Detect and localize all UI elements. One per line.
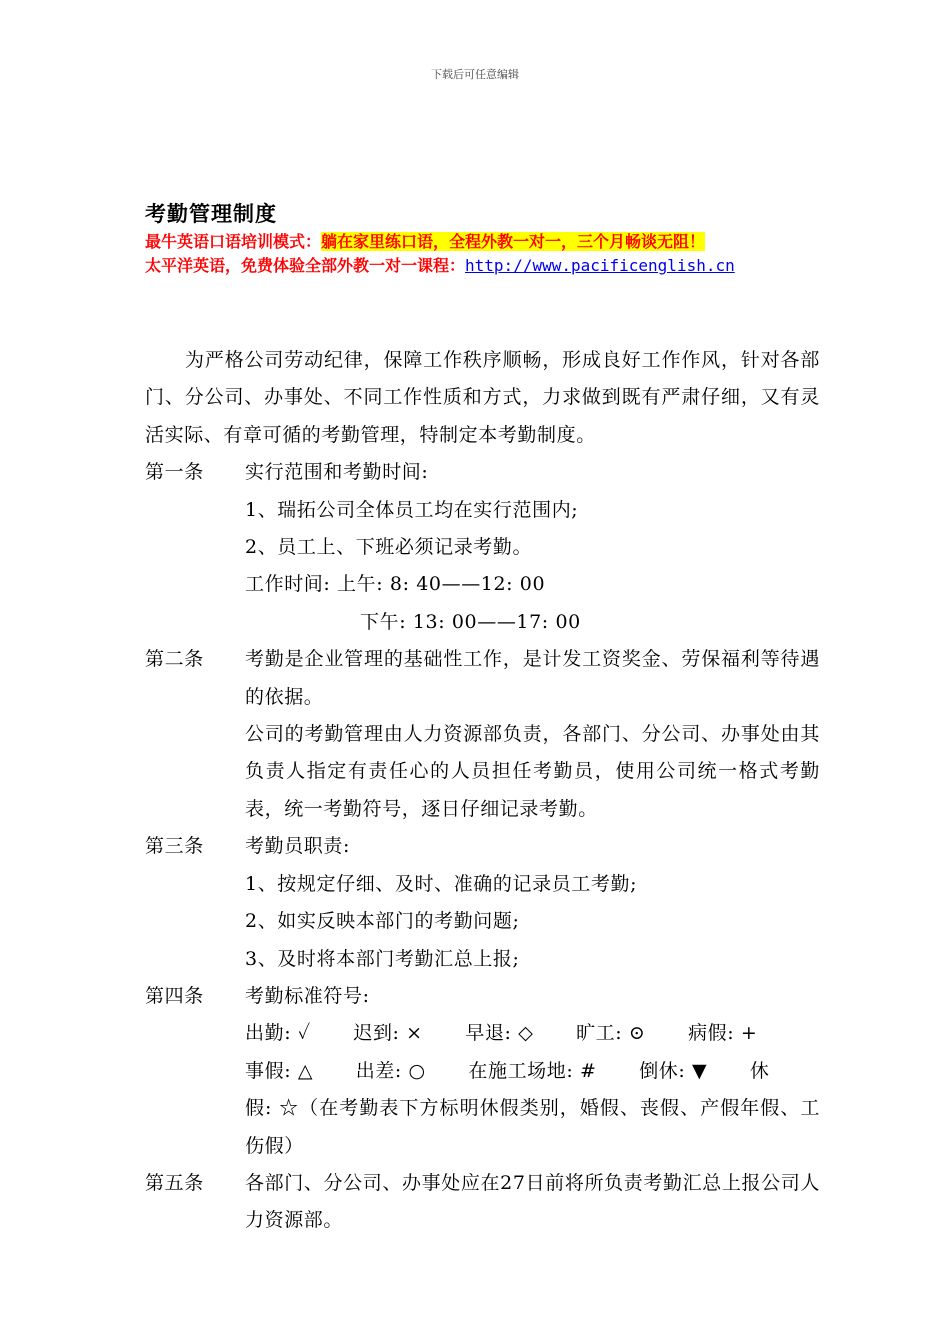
symbol-late: 迟到: ×: [353, 1022, 423, 1045]
symbol-compensatory-leave: 倒休: ▼: [639, 1059, 708, 1082]
header-note: 下载后可任意编辑: [431, 68, 519, 81]
promo-link[interactable]: http://www.pacificenglish.cn: [465, 256, 735, 275]
symbol-business-trip: 出差: ○: [355, 1059, 426, 1082]
article-4-number: 第四条: [145, 984, 204, 1007]
article-4-text: 考勤标准符号:: [245, 984, 370, 1007]
article-3: [145, 828, 820, 865]
article-2-number: 第二条: [145, 648, 204, 671]
symbols-line-2: [145, 1053, 820, 1090]
article-3-number: 第三条: [145, 835, 204, 858]
article-3-item-2: 2、如实反映本部门的考勤问题;: [245, 910, 520, 933]
article-3-text: 考勤员职责:: [245, 835, 351, 858]
article-1-item-1: 1、瑞拓公司全体员工均在实行范围内;: [245, 498, 579, 521]
article-1-afternoon-hours: 下午: 13: 00——17: 00: [360, 610, 581, 633]
symbol-absent: 旷工: ⊙: [576, 1022, 646, 1045]
article-1-item-2: 2、员工上、下班必须记录考勤。: [245, 536, 533, 559]
symbol-vacation-start: 休: [749, 1059, 770, 1082]
article-4: [145, 978, 820, 1015]
article-3-item-1: 1、按规定仔细、及时、准确的记录员工考勤;: [245, 872, 638, 895]
promo-line-1-prefix: 最牛英语口语培训模式：: [145, 232, 322, 251]
symbol-early-leave: 早退: ◇: [465, 1022, 534, 1045]
article-2-text-2: 公司的考勤管理由人力资源部负责，各部门、分公司、办事处由其负责人指定有责任心的人员担任考勤员，使用公司统一格式考勤表，统一考勤符号，逐日仔细记录考勤。: [245, 723, 820, 820]
symbol-on-site: 在施工场地: #: [468, 1059, 597, 1082]
symbols-line-1: [145, 1015, 820, 1052]
symbol-attendance: 出勤: ✓: [245, 1022, 311, 1045]
promo-line-2: [145, 253, 735, 276]
symbols-tail: 假: ☆（在考勤表下方标明休假类别，婚假、丧假、产假年假、工伤假）: [245, 1097, 820, 1157]
article-5-text: 各部门、分公司、办事处应在27日前将所负责考勤汇总上报公司人力资源部。: [245, 1171, 820, 1232]
article-1-text: 实行范围和考勤时间:: [245, 461, 429, 484]
article-1-work-hours: 工作时间: 上午: 8: 40——12: 00: [245, 573, 546, 596]
article-2: [145, 641, 820, 828]
symbol-personal-leave: 事假: △: [245, 1059, 314, 1082]
document-title: 考勤管理制度: [145, 201, 277, 226]
document-body: [145, 342, 820, 1240]
promo-line-1: [145, 229, 705, 252]
article-2-text: 考勤是企业管理的基础性工作，是计发工资奖金、劳保福利等待遇的依据。: [245, 648, 820, 708]
article-5: [145, 1165, 820, 1240]
symbol-sick-leave: 病假: +: [688, 1022, 758, 1045]
article-1: [145, 454, 820, 491]
article-5-number: 第五条: [145, 1171, 204, 1194]
article-1-number: 第一条: [145, 461, 204, 484]
article-3-item-3: 3、及时将本部门考勤汇总上报;: [245, 947, 520, 970]
intro-paragraph: 为严格公司劳动纪律，保障工作秩序顺畅，形成良好工作作风，针对各部门、分公司、办事处、不同工作性质和方式，力求做到既有严肃仔细，又有灵活实际、有章可循的考勤管理，特制定本考勤制度。: [145, 349, 820, 446]
promo-line-1-highlight: 躺在家里练口语，全程外教一对一，三个月畅谈无阻！: [321, 232, 706, 251]
promo-line-2-prefix: 太平洋英语，免费体验全部外教一对一课程：: [145, 256, 466, 275]
